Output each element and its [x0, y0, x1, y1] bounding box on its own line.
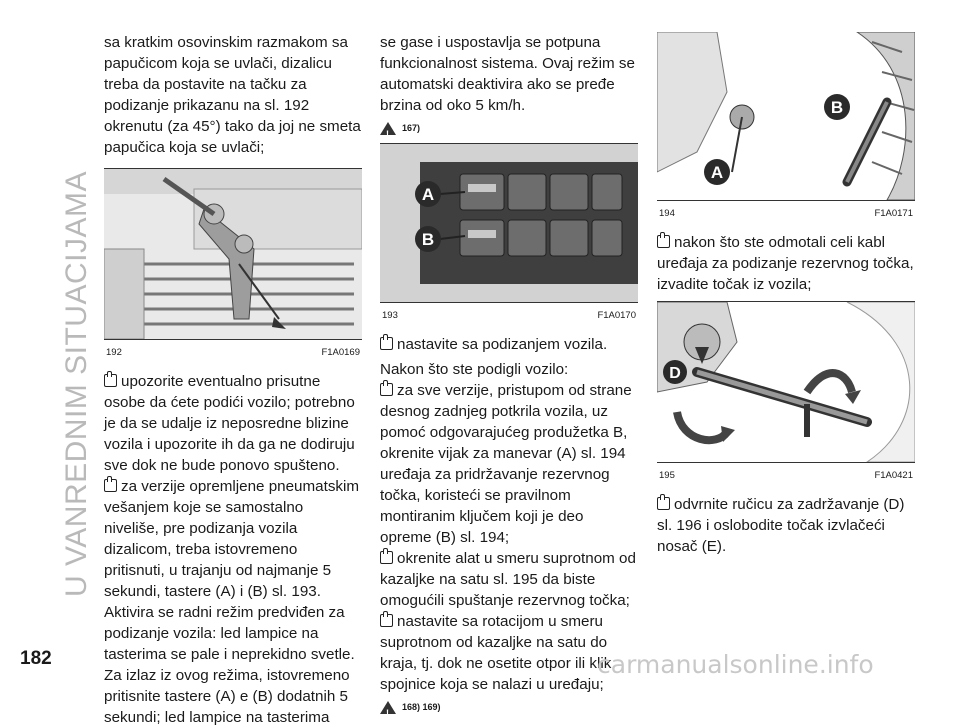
label-b: B — [421, 230, 435, 249]
bullet-item: nastavite sa rotacijom u smeru suprotnom od kazaljke na satu do kraja, tj. dok ne osetite otpor ili klik spojnice koja se nalazi u uređaju; — [380, 613, 612, 693]
hand-icon — [380, 383, 393, 396]
page-number: 182 — [20, 648, 52, 669]
bullet-item: okrenite alat u smeru suprotnom od kazaljke na satu sl. 195 da biste omogućili spuštanje rezervnog točka; — [380, 550, 636, 609]
figure-193 — [380, 143, 638, 303]
bullet-item: upozorite eventualno prisutne osobe da ćete podići vozilo; potrebno je da se udalje iz neposredne blizine vozila i upozorite ih da ga ne dodiruju sve dok ne bude ponovo spušteno. — [104, 373, 355, 474]
hand-icon — [104, 479, 117, 492]
warning-icon — [380, 701, 396, 714]
figure-caption: 193 F1A0170 — [382, 310, 636, 321]
section-title: U VANREDNIM SITUACIJAMA — [60, 171, 93, 597]
figure-192 — [104, 168, 362, 340]
paragraph: se gase i uspostavlja se potpuna funkcionalnost sistema. Ovaj režim se automatski deaktivira ako se pređe brzina od oko 5 km/h. — [380, 34, 635, 114]
hand-icon — [657, 497, 670, 510]
paragraph: sa kratkim osovinskim razmakom sa papučicom koja se uvlači, dizalicu treba da postavite na tačku za podizanje prikazanu na sl. 192 okrenutu (za 45°) tako da joj ne smeta papučica koja se uvlači; — [104, 34, 361, 156]
hand-icon — [380, 337, 393, 350]
label-d: D — [669, 365, 681, 382]
figure-194 — [657, 32, 915, 201]
bullet-item: nastavite sa podizanjem vozila. — [380, 334, 638, 355]
label-a: A — [421, 185, 435, 204]
hand-icon — [657, 235, 670, 248]
hand-icon — [380, 551, 393, 564]
watermark: carmanualsonline.info — [597, 650, 874, 679]
label-b: B — [830, 98, 844, 117]
bullet-item: odvrnite ručicu za zadržavanje (D) sl. 196 i oslobodite točak izvlačeći nosač (E). — [657, 496, 905, 555]
bullet-item: za verzije opremljene pneumatskim vešanjem koje se samostalno niveliše, pre podizanja vozila dizalicom, treba istovremeno pritisnuti, u trajanju od najmanje 5 sekundi, tastere (A) i (B) sl. 193. — [104, 478, 360, 600]
warning-icon — [380, 122, 396, 135]
buttons-illustration — [380, 144, 638, 302]
paragraph: Aktivira se radni režim predviđen za podizanje vozila: led lampice na tasterima se pale i neprekidno svetle. Za izlaz iz ovog režima, istovremeno pritisnite tastere (A) e (B) dodatnih 5 sekundi; led lampice na tasterima — [104, 604, 355, 726]
jack-illustration — [104, 169, 362, 339]
figure-caption: 194 F1A0171 — [659, 208, 913, 219]
bullet-item: za sve verzije, pristupom od strane desnog zadnjeg potkrila vozila, uz pomoć odgovarajućeg produžetka B, okrenite vijak za manevar (A) sl. 194 uređaja za pridržavanje rezervnog točka, koristeći se pravilnom montiranim ključem koji je deo opreme (B) sl. 194; — [380, 382, 632, 546]
hand-icon — [380, 614, 393, 627]
column-1 — [104, 32, 362, 728]
paragraph: Nakon što ste podigli vozilo: — [380, 361, 569, 378]
tool-rotation-illustration — [657, 302, 915, 462]
bullet-item: nakon što ste odmotali celi kabl uređaja za podizanje rezervnog točka, izvadite točak iz vozila; — [657, 234, 914, 293]
hand-icon — [104, 374, 117, 387]
spare-wheel-bolt-illustration — [657, 32, 915, 200]
figure-caption: 195 F1A0421 — [659, 470, 913, 481]
warning-reference: ! 167) — [380, 118, 420, 139]
label-a: A — [710, 163, 724, 182]
column-2 — [380, 32, 638, 722]
figure-195 — [657, 301, 915, 463]
column-3 — [657, 32, 915, 557]
figure-caption: 192 F1A0169 — [106, 347, 360, 358]
warning-reference: ! 168) 169) — [380, 697, 441, 718]
